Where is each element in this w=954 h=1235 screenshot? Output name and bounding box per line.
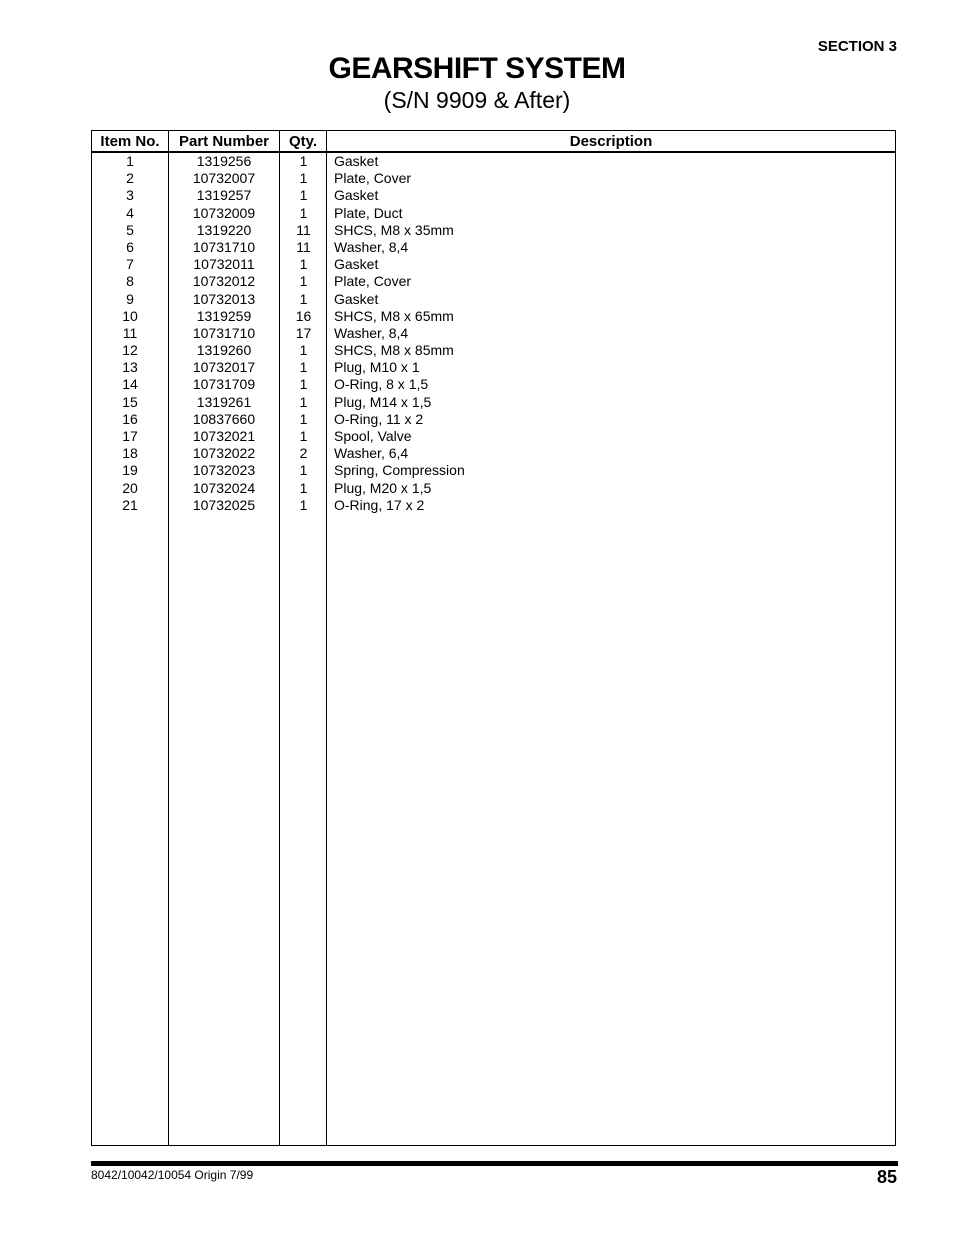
quantity-cell: 1 [299, 290, 308, 307]
description-cell: O-Ring, 11 x 2 [334, 410, 424, 427]
part-number-cell: 1319259 [196, 307, 252, 324]
item-number-cell: 18 [122, 445, 138, 462]
description-cell: Plug, M20 x 1,5 [334, 479, 432, 496]
part-number-cell: 10732012 [192, 273, 256, 290]
item-number-cell: 9 [126, 290, 134, 307]
part-number-cell: 10732021 [192, 428, 256, 444]
item-number-cell: 8 [126, 273, 134, 290]
item-number-cell: 11 [122, 324, 138, 341]
quantity-cell: 11 [296, 238, 311, 255]
quantity-cell: 1 [299, 462, 308, 479]
quantity-cell: 1 [299, 393, 308, 410]
item-number-cell: 21 [122, 496, 138, 513]
part-number-cell: 10732013 [192, 290, 256, 307]
column-header-qty: Qty. [288, 133, 318, 150]
quantity-cell: 1 [299, 410, 308, 427]
table-body [92, 153, 895, 514]
item-number-cell: 14 [122, 376, 138, 393]
item-number-cell: 20 [122, 479, 138, 496]
description-cell: SHCS, M8 x 35mm [334, 221, 454, 238]
part-number-cell: 10732017 [192, 359, 256, 376]
item-number-cell: 19 [122, 462, 138, 479]
description-cell: Spring, Compression [334, 462, 465, 479]
item-number-cell: 16 [122, 410, 138, 427]
description-cell: Gasket [334, 290, 379, 307]
part-number-cell: 1319260 [196, 342, 252, 359]
description-cell: Plate, Cover [334, 273, 412, 290]
part-number-cell: 10732011 [193, 256, 255, 273]
description-cell: Gasket [334, 187, 379, 204]
description-cell: Plug, M14 x 1,5 [334, 393, 432, 410]
item-number-cell: 6 [126, 238, 134, 255]
quantity-cell: 1 [299, 204, 308, 221]
table-row [92, 359, 895, 376]
quantity-cell: 1 [299, 496, 308, 513]
footer-origin: 8042/10042/10054 Origin 7/99 [91, 1168, 254, 1182]
description-cell: Washer, 6,4 [334, 445, 409, 462]
column-header-description: Description [569, 133, 653, 150]
quantity-cell: 1 [299, 376, 308, 393]
item-number-cell: 15 [122, 393, 138, 410]
description-cell: Spool, Valve [334, 428, 412, 444]
section-label: SECTION 3 [817, 38, 897, 55]
table-row [92, 170, 895, 187]
quantity-cell: 11 [296, 221, 311, 238]
quantity-cell: 1 [299, 273, 308, 290]
description-cell: SHCS, M8 x 85mm [334, 342, 454, 359]
table-row [92, 480, 895, 497]
item-number-cell: 7 [126, 256, 134, 273]
description-cell: Gasket [334, 256, 379, 273]
part-number-cell: 10732025 [192, 496, 256, 513]
table-row [92, 445, 895, 462]
table-row [92, 153, 895, 170]
part-number-cell: 10837660 [192, 410, 256, 427]
quantity-cell: 1 [299, 153, 308, 169]
part-number-cell: 10732009 [192, 204, 256, 221]
quantity-cell: 16 [295, 307, 312, 324]
table-row [92, 256, 895, 273]
quantity-cell: 1 [299, 479, 308, 496]
part-number-cell: 10732023 [192, 462, 256, 479]
quantity-cell: 17 [295, 324, 312, 341]
parts-table [91, 130, 896, 1146]
description-cell: Plug, M10 x 1 [334, 359, 420, 376]
table-row [92, 394, 895, 411]
table-row [92, 497, 895, 514]
page-number: 85 [876, 1167, 897, 1187]
footer-rule [91, 1161, 898, 1166]
item-number-cell: 13 [122, 359, 138, 376]
part-number-cell: 1319257 [196, 187, 252, 204]
table-row [92, 273, 895, 290]
table-row [92, 428, 895, 445]
part-number-cell: 10732024 [192, 479, 256, 496]
quantity-cell: 1 [299, 170, 308, 187]
description-cell: Washer, 8,4 [334, 238, 409, 255]
description-cell: O-Ring, 17 x 2 [334, 496, 425, 513]
part-number-cell: 10732007 [192, 170, 256, 187]
description-cell: Washer, 8,4 [334, 324, 409, 341]
quantity-cell: 2 [299, 445, 308, 462]
part-number-cell: 1319220 [196, 221, 252, 238]
quantity-cell: 1 [299, 342, 308, 359]
item-number-cell: 10 [122, 307, 138, 324]
table-row [92, 308, 895, 325]
table-row [92, 291, 895, 308]
item-number-cell: 2 [126, 170, 134, 187]
description-cell: O-Ring, 8 x 1,5 [334, 376, 429, 393]
table-row [92, 376, 895, 393]
quantity-cell: 1 [299, 428, 308, 444]
part-number-cell: 10731709 [192, 376, 256, 393]
description-cell: Gasket [334, 153, 379, 169]
table-row [92, 239, 895, 256]
part-number-cell: 1319261 [196, 393, 252, 410]
item-number-cell: 4 [126, 204, 134, 221]
description-cell: Plate, Cover [334, 170, 412, 187]
part-number-cell: 10731710 [192, 324, 256, 341]
column-header-item: Item No. [100, 133, 160, 150]
table-row [92, 187, 895, 204]
item-number-cell: 5 [126, 221, 134, 238]
item-number-cell: 3 [126, 187, 134, 204]
part-number-cell: 1319256 [196, 153, 252, 169]
table-row [92, 222, 895, 239]
description-cell: Plate, Duct [334, 204, 403, 221]
item-number-cell: 17 [122, 428, 138, 444]
page-title: GEARSHIFT SYSTEM [328, 52, 626, 85]
quantity-cell: 1 [299, 187, 308, 204]
page-subtitle: (S/N 9909 & After) [383, 87, 571, 113]
column-header-part: Part Number [178, 133, 270, 150]
table-row [92, 342, 895, 359]
table-row [92, 325, 895, 342]
table-row [92, 462, 895, 479]
table-row [92, 205, 895, 222]
part-number-cell: 10731710 [192, 238, 256, 255]
item-number-cell: 1 [126, 153, 134, 169]
table-row [92, 411, 895, 428]
quantity-cell: 1 [299, 359, 308, 376]
description-cell: SHCS, M8 x 65mm [334, 307, 454, 324]
part-number-cell: 10732022 [192, 445, 256, 462]
quantity-cell: 1 [299, 256, 308, 273]
item-number-cell: 12 [122, 342, 138, 359]
